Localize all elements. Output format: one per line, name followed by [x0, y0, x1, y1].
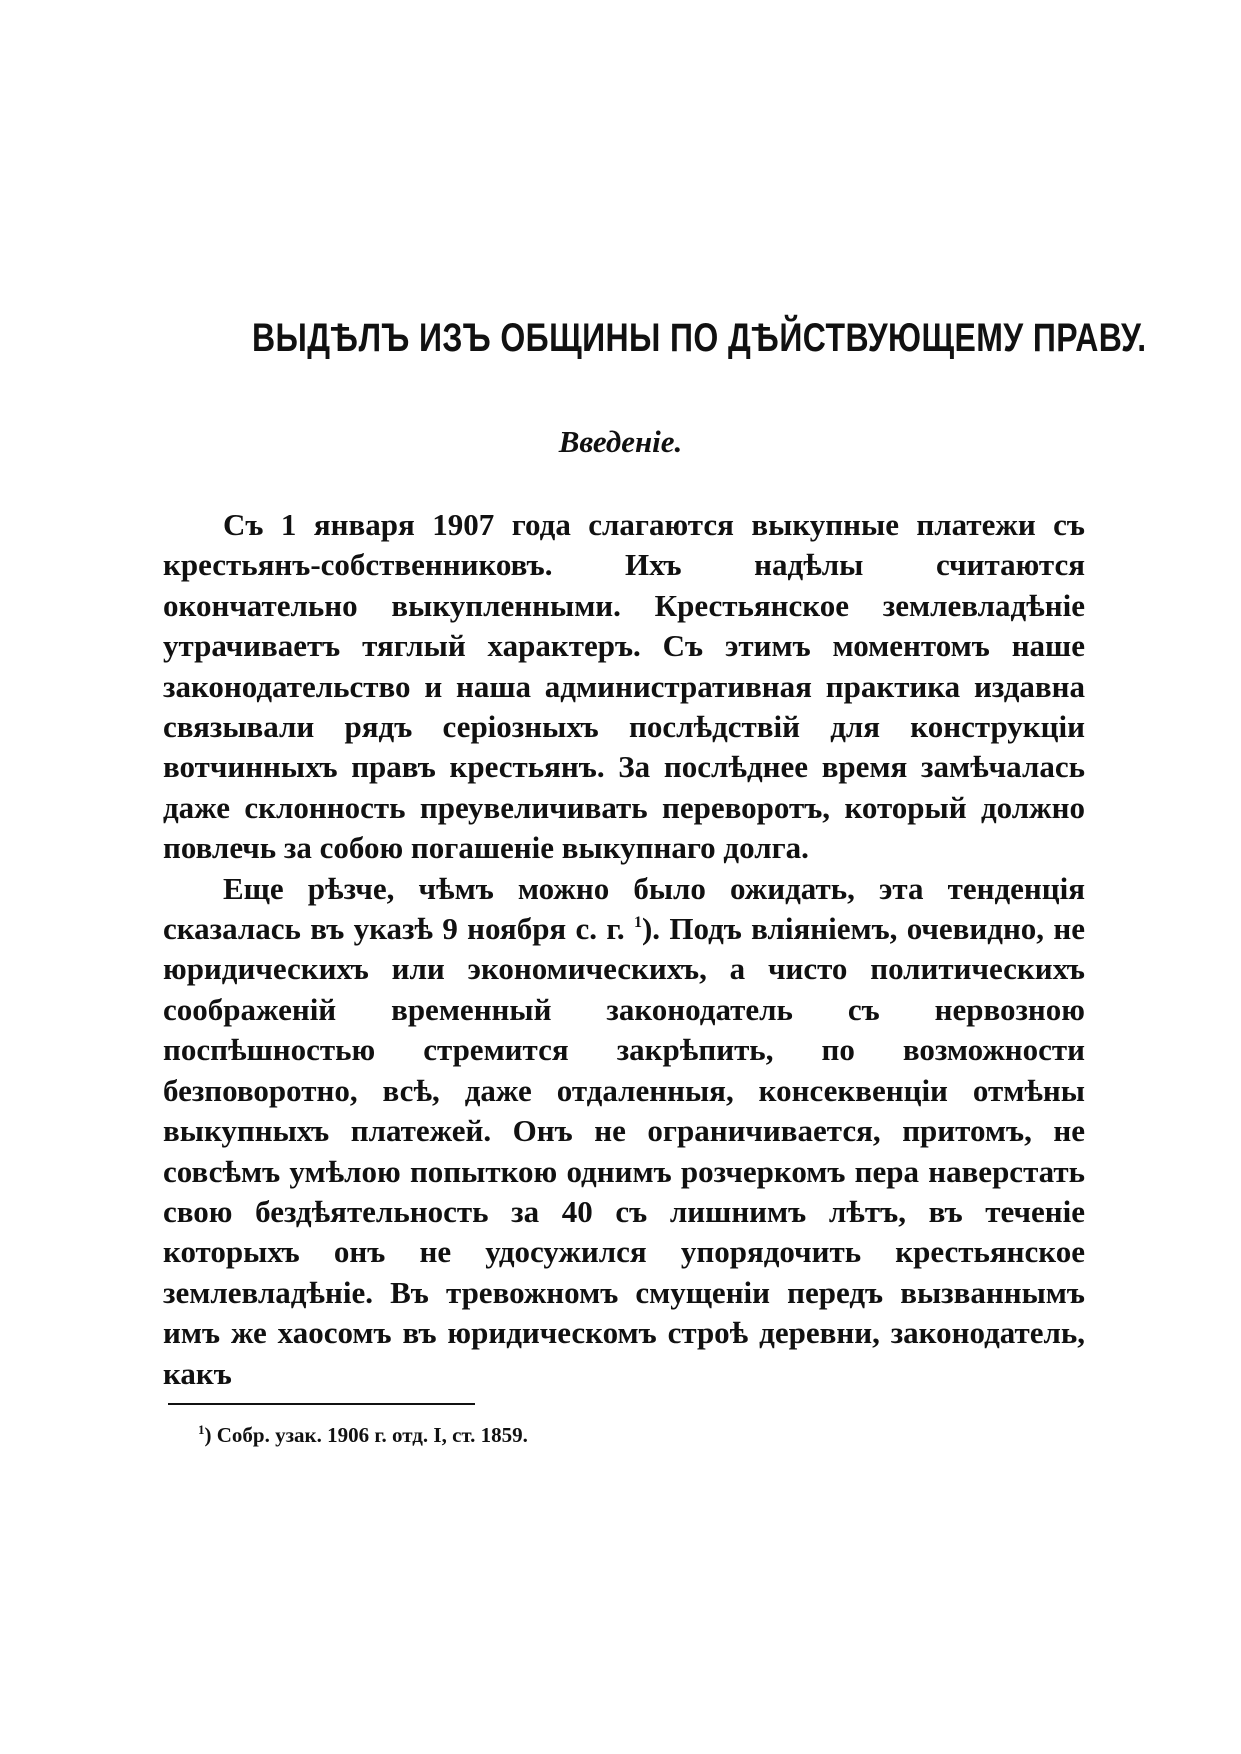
body-text: [163, 505, 1085, 1394]
chapter-title: ВЫДѢЛЪ ИЗЪ ОБЩИНЫ ПО ДѢЙСТВУЮЩЕМУ ПРАВУ.: [252, 316, 1147, 360]
footnote-text: ) Собр. узак. 1906 г. отд. I, ст. 1859.: [204, 1423, 528, 1447]
paragraph-2-text-start: Еще рѣзче, чѣмъ можно было ожидать, эта тенденція сказалась въ указѣ 9 ноября с. г.: [163, 870, 1085, 947]
paragraph-2: [163, 869, 1085, 1394]
section-subtitle: Введеніе.: [558, 424, 683, 459]
footnote-mark: 1: [198, 1422, 205, 1437]
paragraph-1-text: Съ 1 января 1907 года слагаются выкупные платежи съ крестьянъ-собственниковъ. Ихъ надѣлы считаются окончательно выкупленными. Крестьянское землевладѣніе утрачиваетъ тяглый характеръ. Съ этимъ моментомъ наше законодательство и наша административная практика издавна связывали рядъ серіозныхъ послѣдствій для конструкціи вотчинныхъ правъ крестьянъ. За послѣднее время замѣчалась даже склонность преувеличивать переворотъ, который должно повлечь за собою погашеніе выкупнаго долга.: [163, 507, 1085, 866]
paragraph-1: [163, 505, 1085, 869]
footnote: [198, 1423, 528, 1448]
paragraph-2-text-end: ). Подъ вліяніемъ, очевидно, не юридическихъ или экономическихъ, а чисто политическихъ соображеній временный законодатель съ нервозною поспѣшностью стремится закрѣпить, по возможности безповоротно, всѣ, даже отдаленныя, консеквенціи отмѣны выкупныхъ платежей. Онъ не ограничивается, притомъ, не совсѣмъ умѣлою попыткою однимъ розчеркомъ пера наверстать свою бездѣятельность за 40 съ лишнимъ лѣтъ, въ теченіе которыхъ онъ не удосужился упорядочить крестьянское землевладѣніе. Въ тревожномъ смущеніи передъ вызваннымъ имъ же хаосомъ въ юридическомъ строѣ деревни, законодатель, какъ: [163, 911, 1085, 1391]
footnote-reference-mark: 1: [633, 914, 642, 932]
footnote-divider: [168, 1403, 475, 1405]
